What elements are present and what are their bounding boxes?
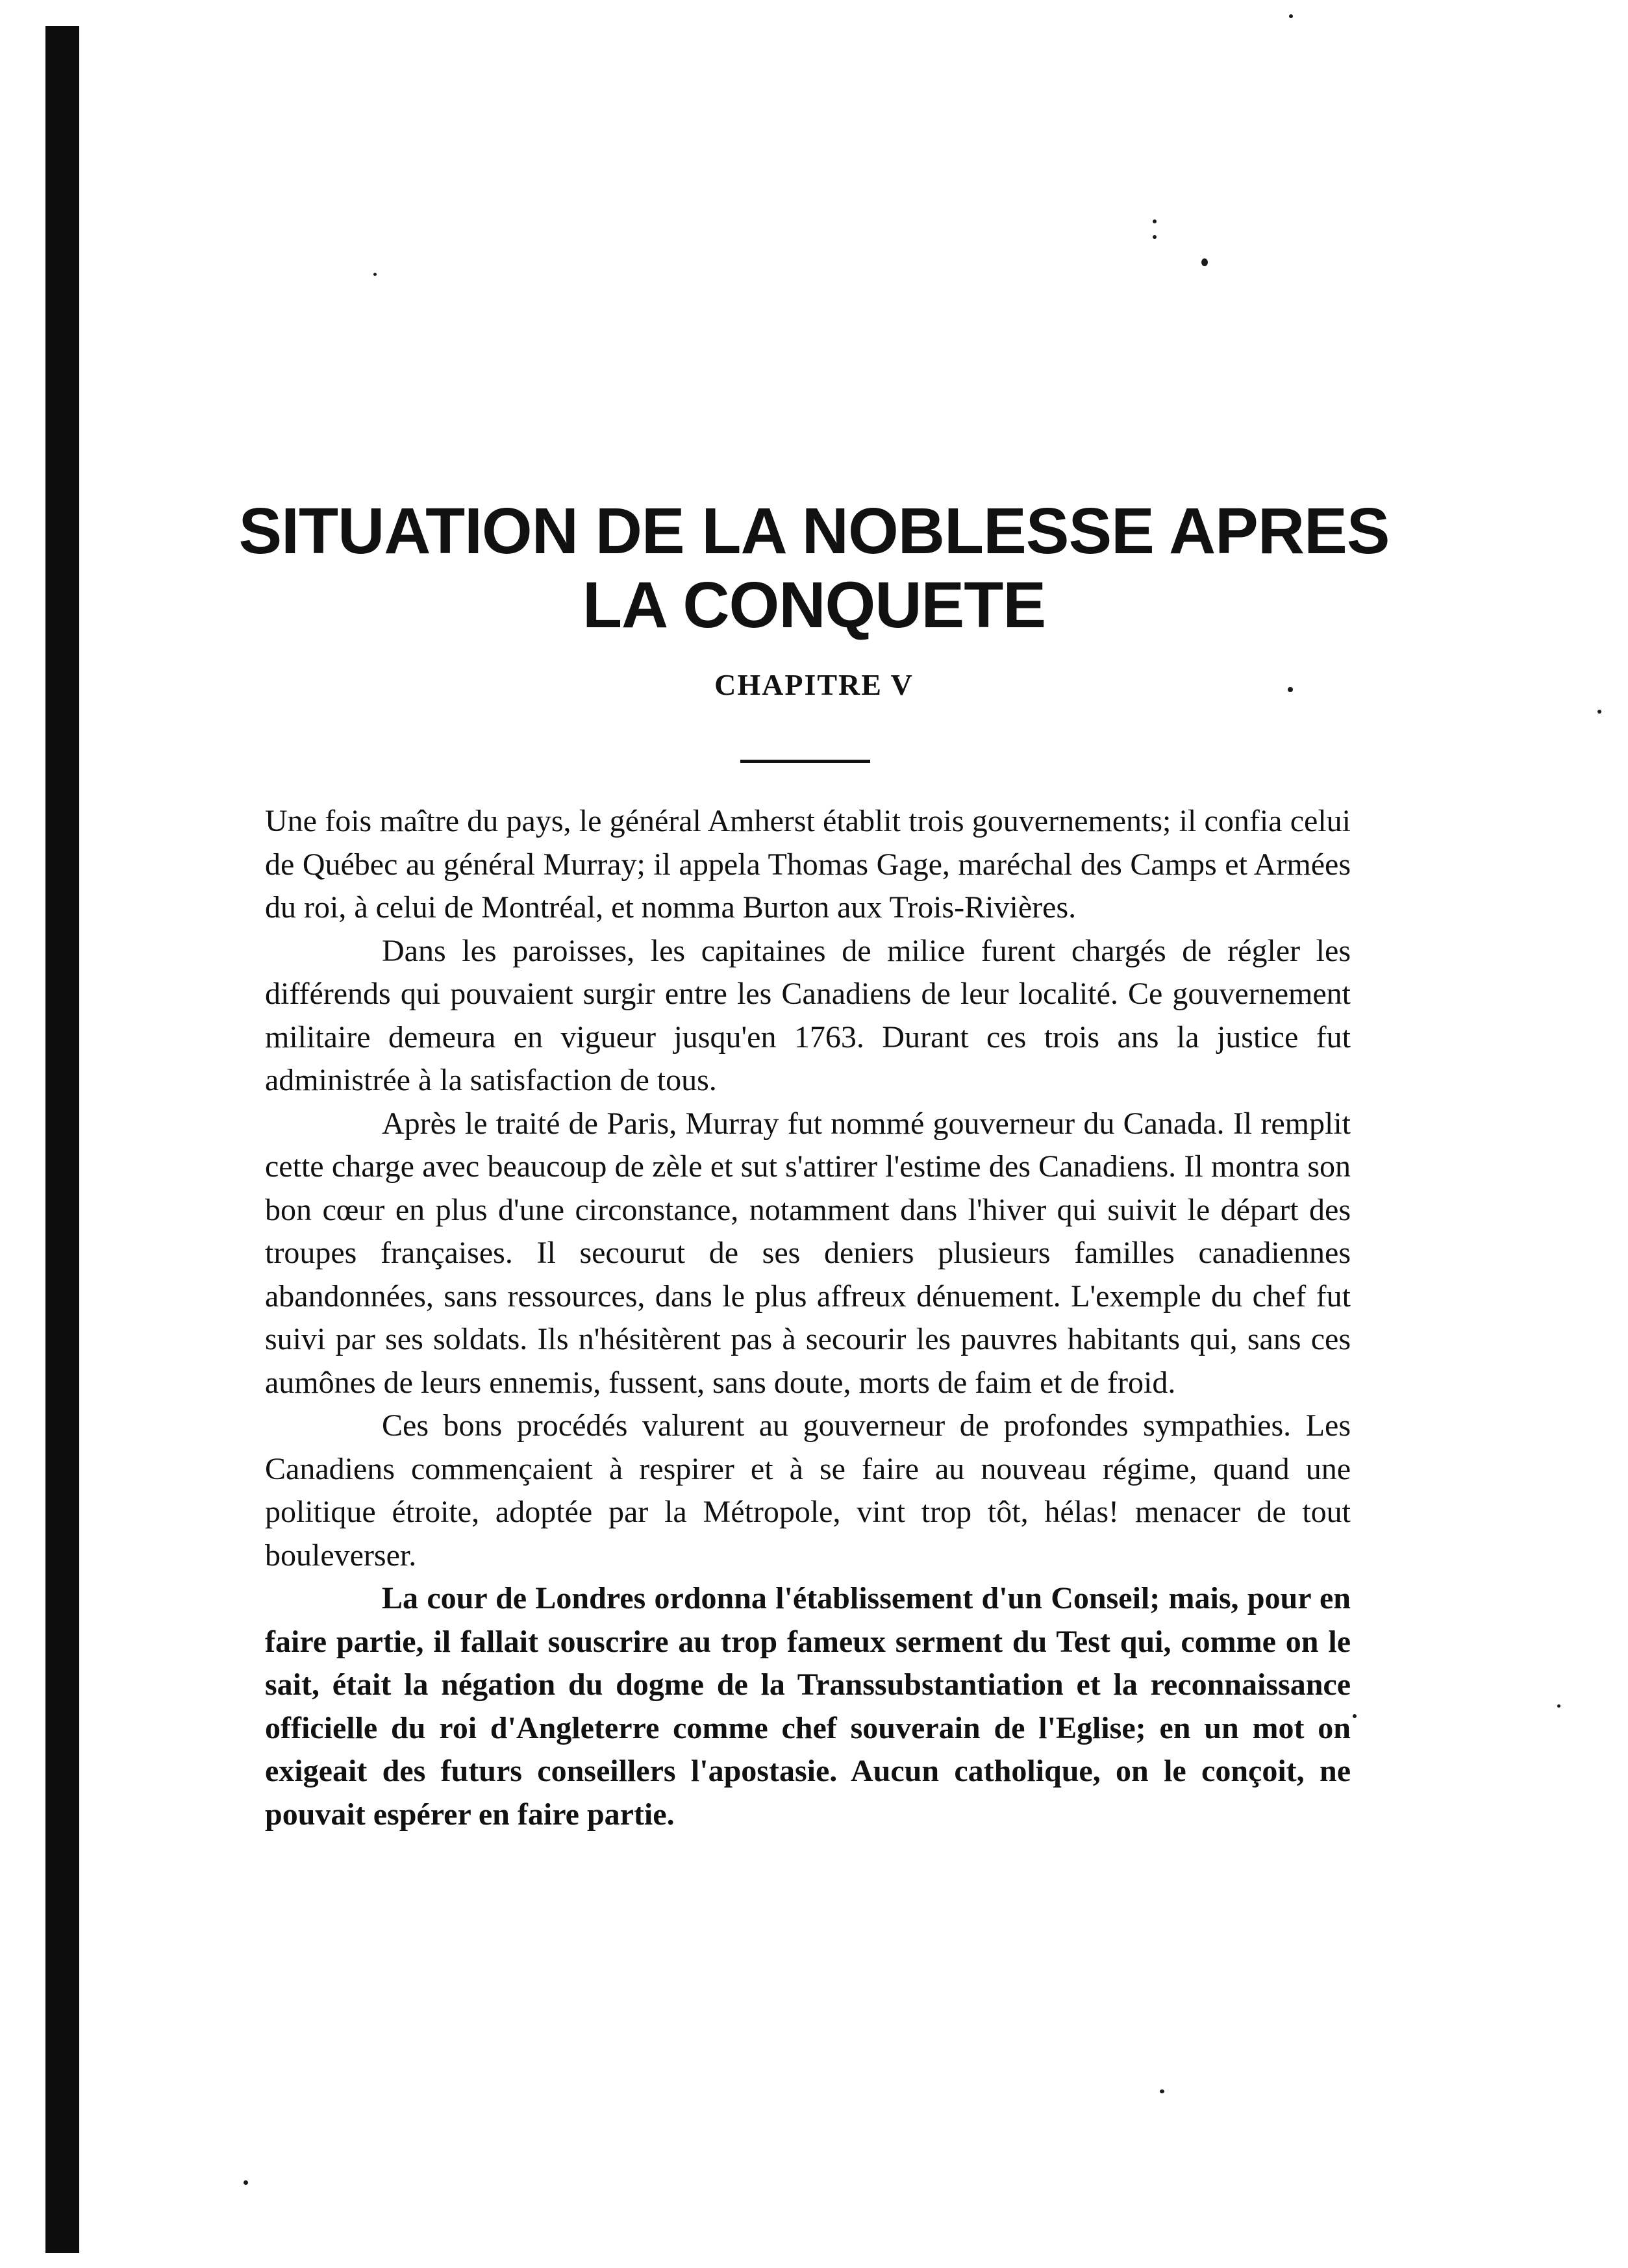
paragraph-1: Une fois maître du pays, le général Amherst établit trois gouvernements; il confia celui de Québec au général Murray; il appela Thomas Gage, maréchal des Camps et Armées du roi, à celui de Montréal, et nomma Burton aux Trois-Rivières. [265,804,1351,925]
chapter-heading: CHAPITRE V [714,668,914,701]
paragraph-2: Dans les paroisses, les capitaines de milice furent chargés de régler les différends qui pouvaient surgir entre les Canadiens de leur localité. Ce gouvernement militaire demeura en vigueur jusqu'en 1763. Durant ces trois ans la justice fut administrée à la satisfaction de tous. [265,933,1351,1097]
scan-speck [1153,219,1157,223]
page-title-line-2: LA CONQUETE [582,569,1046,642]
scan-speck [1289,14,1293,18]
scan-speck [1557,1704,1560,1708]
scan-speck [373,273,377,276]
scan-speck [1597,710,1601,714]
scan-speck [1153,235,1157,239]
paragraph-5: La cour de Londres ordonna l'établissement d'un Conseil; mais, pour en faire partie, il fallait souscrire au trop fameux serment du Test qui, comme on le sait, était la négation du dogme de la Transsubstantiation et la reconnaissance officielle du roi d'Angleterre comme chef souverain de l'Eglise; en un mot on exigeait des futurs conseillers l'apostasie. Aucun catholique, on le conçoit, ne pouvait espérer en faire partie. [265,1581,1351,1832]
paragraph-4: Ces bons procédés valurent au gouverneur de profondes sympathies. Les Canadiens commençaient à respirer et à se faire au nouveau régime, quand une politique étroite, adoptée par la Métropole, vint trop tôt, hélas! menacer de tout bouleverser. [265,1408,1351,1573]
scan-speck [244,2180,248,2185]
section-divider [740,760,870,763]
scan-speck [1160,2089,1164,2093]
page-title-line-1: SITUATION DE LA NOBLESSE APRES [238,495,1390,567]
scan-speck [1353,1714,1357,1718]
scan-speck [1201,258,1208,266]
body-text [265,800,1351,1836]
page-binding-edge [45,26,79,2253]
paragraph-3: Après le traité de Paris, Murray fut nommé gouverneur du Canada. Il remplit cette charge avec beaucoup de zèle et sut s'attirer l'estime des Canadiens. Il montra son bon cœur en plus d'une circonstance, notamment dans l'hiver qui suivit le départ des troupes françaises. Il secourut de ses deniers plusieurs familles canadiennes abandonnées, sans ressources, dans le plus affreux dénuement. L'exemple du chef fut suivi par ses soldats. Ils n'hésitèrent pas à secourir les pauvres habitants qui, sans ces aumônes de leurs ennemis, fussent, sans doute, morts de faim et de froid. [265,1106,1351,1400]
